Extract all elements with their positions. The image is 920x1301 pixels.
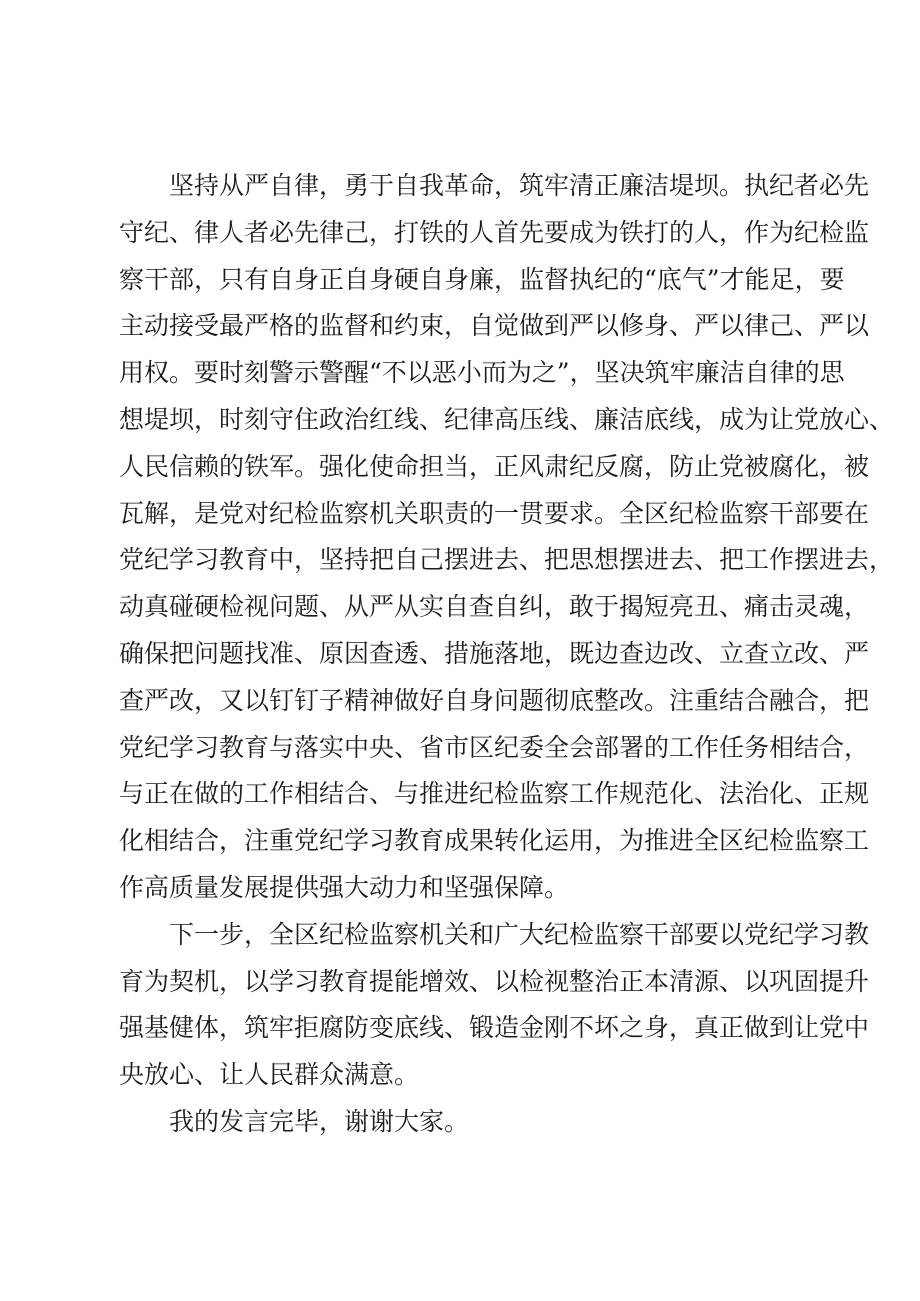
text-line: 察干部，只有自身正自身硬自身廉，监督执纪的“底气”才能足，要 bbox=[119, 264, 845, 294]
text-line: 确保把问题找准、原因查透、措施落地，既边查边改、立查立改、严 bbox=[119, 638, 870, 668]
text-line: 坚持从严自律，勇于自我革命，筑牢清正廉洁堤坝。执纪者必先 bbox=[169, 171, 870, 200]
text-line: 动真碰硬检视问题、从严从实自查自纠，敢于揭短亮丑、痛击灵魂， bbox=[119, 592, 870, 622]
text-line: 央放心、让人民群众满意。 bbox=[119, 1060, 420, 1090]
paragraph-3 bbox=[119, 1099, 824, 1146]
paragraph-2 bbox=[119, 912, 870, 1099]
text-line: 作高质量发展提供强大动力和坚强保障。 bbox=[119, 872, 570, 902]
text-line: 瓦解，是党对纪检监察机关职责的一贯要求。全区纪检监察干部要在 bbox=[119, 498, 870, 528]
text-line: 育为契机，以学习教育提能增效、以检视整治正本清源、以巩固提升 bbox=[119, 966, 870, 996]
text-line: 化相结合，注重党纪学习教育成果转化运用，为推进全区纪检监察工 bbox=[119, 826, 870, 856]
text-line: 强基健体，筑牢拒腐防变底线、锻造金刚不坏之身，真正做到让党中 bbox=[119, 1013, 870, 1043]
text-line: 与正在做的工作相结合、与推进纪检监察工作规范化、法治化、正规 bbox=[119, 779, 870, 809]
text-line: 党纪学习教育中，坚持把自己摆进去、把思想摆进去、把工作摆进去， bbox=[119, 545, 895, 575]
paragraph-1 bbox=[119, 163, 895, 912]
text-line: 党纪学习教育与落实中央、省市区纪委全会部署的工作任务相结合， bbox=[119, 732, 870, 762]
text-line: 我的发言完毕，谢谢大家。 bbox=[169, 1106, 470, 1136]
text-line: 查严改，又以钉钉子精神做好自身问题彻底整改。注重结合融合，把 bbox=[119, 685, 870, 715]
document-body bbox=[119, 163, 895, 1146]
text-line: 想堤坝，时刻守住政治红线、纪律高压线、廉洁底线，成为让党放心、 bbox=[119, 404, 895, 434]
text-line: 守纪、律人者必先律己，打铁的人首先要成为铁打的人，作为纪检监 bbox=[119, 217, 870, 247]
text-line: 主动接受最严格的监督和约束，自觉做到严以修身、严以律己、严以 bbox=[119, 311, 870, 341]
text-line: 用权。要时刻警示警醒“不以恶小而为之”，坚决筑牢廉洁自律的思 bbox=[119, 358, 845, 388]
text-line: 人民信赖的铁军。强化使命担当，正风肃纪反腐，防止党被腐化，被 bbox=[119, 451, 870, 481]
text-line: 下一步，全区纪检监察机关和广大纪检监察干部要以党纪学习教 bbox=[169, 919, 870, 949]
